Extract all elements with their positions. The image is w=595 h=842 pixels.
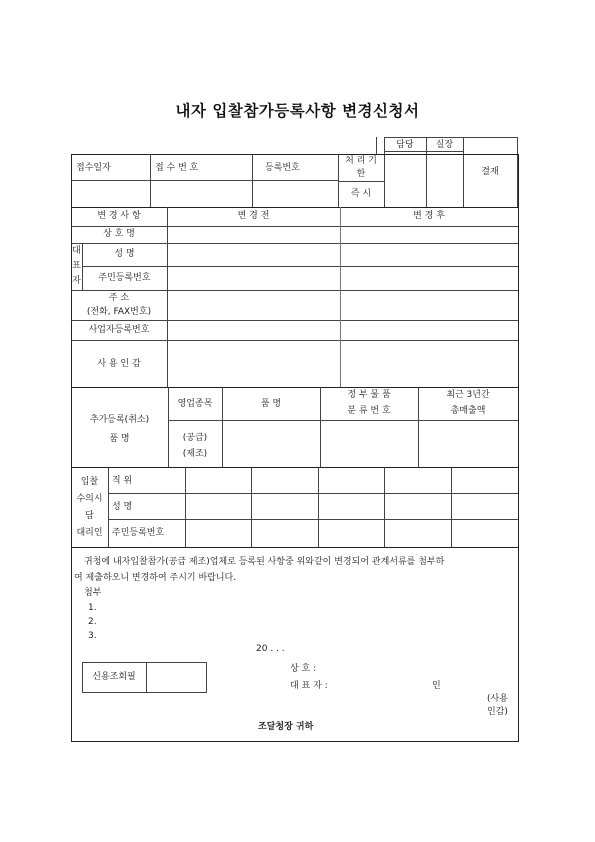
agent-position-label: 직 위 xyxy=(112,476,133,486)
col-product-name: 품 명 xyxy=(260,399,282,409)
row-trade-name: 상 호 명 xyxy=(103,229,135,239)
agent-label-2: 수의시 xyxy=(76,494,103,504)
deadline-label: 처 리 기 xyxy=(345,156,377,166)
agent-rrn-label: 주민등록번호 xyxy=(112,528,165,538)
trade-name-label: 상 호 : xyxy=(290,664,317,674)
row-seal: 사 용 인 감 xyxy=(97,359,141,369)
row-bizno: 사업자등록번호 xyxy=(88,325,150,335)
row-rep-rrn: 주민등록번호 xyxy=(98,273,151,283)
col-gov-class: 정 부 물 품 xyxy=(347,390,391,400)
agent-label-3: 담 xyxy=(85,511,94,521)
attachment-item-2: 2. xyxy=(88,617,97,627)
col-gov-class-no: 분 류 번 호 xyxy=(347,406,391,416)
row-address: 주 소 xyxy=(108,293,130,303)
addition-label: 추가등록(취소) xyxy=(89,415,150,425)
reg-no-label: 등록번호 xyxy=(265,163,300,173)
col-business-type: 영업종목 xyxy=(177,399,213,409)
col-change-item: 변 경 사 항 xyxy=(97,211,141,221)
attachment-label: 첨부 xyxy=(84,588,102,598)
approval-chief-label: 실장 xyxy=(435,140,454,150)
agent-label-4: 대리인 xyxy=(76,528,103,538)
seal-use-label-2: 인감) xyxy=(487,707,508,717)
rep-label-3: 자 xyxy=(72,276,81,286)
receipt-no-label: 접 수 번 호 xyxy=(155,163,199,173)
statement-line-1: 귀청에 내자입찰참가(공급 제조)업체로 등록된 사항중 위와같이 변경되어 관계서류를 첨부하 xyxy=(84,557,445,567)
receipt-date-label: 접수일자 xyxy=(76,163,111,173)
addressee: 조달청장 귀하 xyxy=(258,722,314,732)
rep-label-1: 대 xyxy=(72,246,81,256)
application-date: 20 . . . xyxy=(256,644,285,654)
manufacture-label: (제조) xyxy=(182,449,208,459)
agent-name-label: 성 명 xyxy=(112,502,133,512)
col-total-sales: 총매출액 xyxy=(450,406,486,416)
approval-staff-label: 담당 xyxy=(396,140,414,150)
attachment-item-1: 1. xyxy=(88,603,97,613)
supply-label: (공급) xyxy=(182,433,208,443)
rep-label-2: 표 xyxy=(72,261,81,271)
row-rep-name: 성 명 xyxy=(114,249,135,259)
statement-line-2: 여 제출하오니 변경하여 주시기 바랍니다. xyxy=(74,573,237,583)
representative-label: 대 표 자 : xyxy=(290,681,328,691)
agent-label-1: 입찰 xyxy=(80,477,99,487)
row-address-sub: (전화, FAX번호) xyxy=(86,307,152,317)
deadline-label-cont: 한 xyxy=(356,169,366,179)
attachment-item-3: 3. xyxy=(88,631,97,641)
col-after: 변 경 후 xyxy=(413,211,445,221)
col-before: 변 경 전 xyxy=(237,211,270,221)
credit-check-label: 신용조회필 xyxy=(92,672,136,682)
seal-mark: 인 xyxy=(432,681,441,691)
approval-label: 결재 xyxy=(481,167,499,177)
seal-use-label-1: (사용 xyxy=(487,694,508,704)
addition-product-label: 품 명 xyxy=(109,434,130,444)
immediate-label: 즉 시 xyxy=(350,189,372,199)
form-title: 내자 입찰참가등록사항 변경신청서 xyxy=(175,102,420,120)
col-recent-sales: 최근 3년간 xyxy=(446,390,490,400)
